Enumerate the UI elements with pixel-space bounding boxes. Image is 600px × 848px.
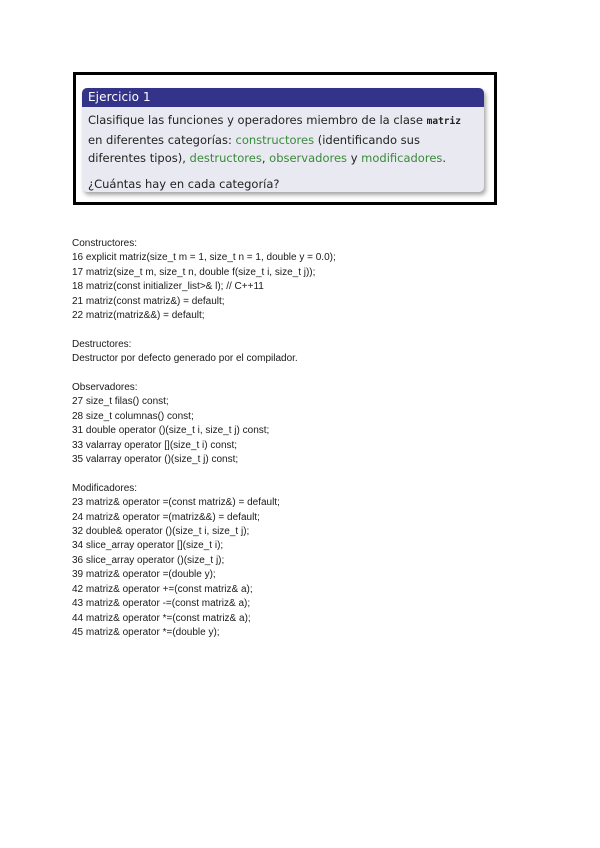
code-line: 43 matriz& operator -=(const matriz& a); bbox=[72, 598, 251, 610]
keyword-observers: observadores bbox=[269, 151, 348, 165]
conjunction-y: y bbox=[350, 151, 358, 165]
code-line: 23 matriz& operator =(const matriz&) = default; bbox=[72, 497, 280, 509]
statement-period: . bbox=[442, 151, 447, 165]
code-line: 16 explicit matriz(size_t m = 1, size_t n = 1, double y = 0.0); bbox=[72, 252, 336, 264]
observers-heading: Observadores: bbox=[72, 382, 138, 394]
separator-comma: , bbox=[261, 151, 266, 165]
section-destructors bbox=[72, 338, 552, 367]
section-modifiers bbox=[72, 482, 552, 640]
section-observers bbox=[72, 381, 552, 467]
code-line: 28 size_t columnas() const; bbox=[72, 410, 194, 422]
code-line: 36 slice_array operator ()(size_t j); bbox=[72, 554, 225, 566]
section-constructors bbox=[72, 237, 552, 323]
code-line: 33 valarray operator [](size_t i) const; bbox=[72, 439, 238, 451]
constructors-heading: Constructores: bbox=[72, 238, 138, 249]
destructors-heading: Destructores: bbox=[72, 338, 132, 350]
exercise-question: ¿Cuántas hay en cada categoría? bbox=[88, 177, 280, 191]
code-line: 18 matriz(const initializer_list>& l); // C++11 bbox=[72, 281, 264, 293]
exercise-slide-frame bbox=[73, 72, 497, 205]
code-line: 45 matriz& operator *=(double y); bbox=[72, 626, 220, 638]
code-line: 34 slice_array operator [](size_t i); bbox=[72, 540, 224, 552]
exercise-title: Ejercicio 1 bbox=[82, 88, 484, 107]
exercise-block bbox=[82, 88, 484, 192]
statement-intro: Clasifique las funciones y operadores miembro de la clase bbox=[88, 113, 423, 127]
text-line: Destructor por defecto generado por el compilador. bbox=[72, 353, 298, 365]
modifiers-heading: Modificadores: bbox=[72, 482, 138, 494]
code-line: 35 valarray operator ()(size_t j) const; bbox=[72, 454, 239, 466]
code-line: 42 matriz& operator +=(const matriz& a); bbox=[72, 583, 253, 595]
code-line: 21 matriz(const matriz&) = default; bbox=[72, 295, 225, 307]
code-line: 22 matriz(matriz&&) = default; bbox=[72, 310, 205, 322]
keyword-constructors: constructores bbox=[235, 133, 315, 147]
code-line: 44 matriz& operator *=(const matriz& a); bbox=[72, 612, 251, 624]
keyword-destructors: destructores bbox=[189, 151, 262, 165]
exercise-body bbox=[82, 107, 484, 192]
code-line: 17 matriz(size_t m, size_t n, double f(size_t i, size_t j)); bbox=[72, 266, 316, 278]
statement-after-class: en diferentes categorías: bbox=[88, 133, 232, 147]
constructors-note: (identificando sus diferentes tipos), bbox=[88, 133, 420, 165]
answer-text bbox=[72, 237, 552, 655]
code-line: 32 double& operator ()(size_t i, size_t j); bbox=[72, 526, 250, 538]
code-line: 39 matriz& operator =(double y); bbox=[72, 569, 216, 581]
exercise-statement bbox=[88, 111, 478, 167]
code-line: 24 matriz& operator =(matriz&&) = default; bbox=[72, 511, 260, 523]
code-line: 31 double operator ()(size_t i, size_t j) const; bbox=[72, 425, 270, 437]
code-line: 27 size_t filas() const; bbox=[72, 396, 169, 408]
class-name: matriz bbox=[426, 116, 461, 127]
keyword-modifiers: modificadores bbox=[361, 151, 443, 165]
